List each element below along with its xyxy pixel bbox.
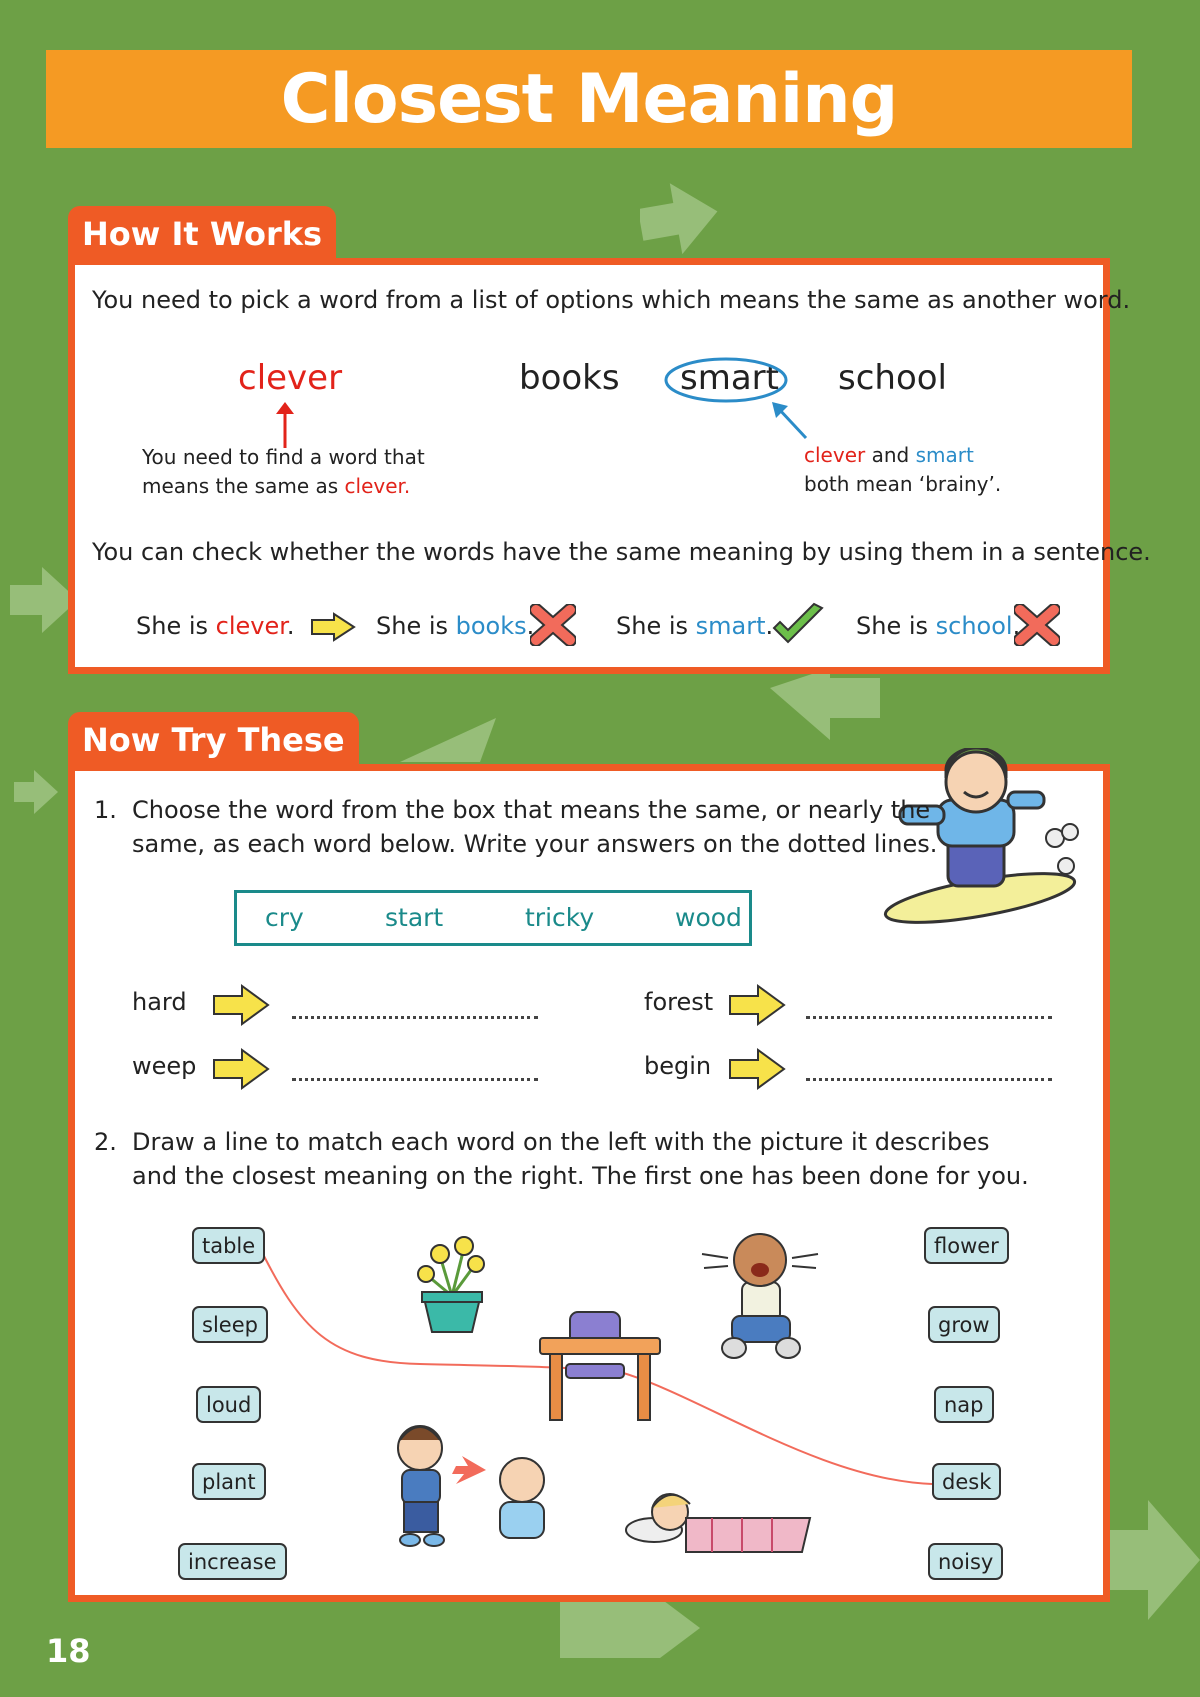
correct-tick-icon (770, 602, 826, 648)
answer-line[interactable] (292, 1078, 538, 1081)
question-2-line2: and the closest meaning on the right. The first one has been done for you. (132, 1162, 1029, 1190)
right-note-line1: clever and smart (804, 443, 974, 467)
option-word: school (838, 358, 948, 398)
left-word-chip[interactable]: loud (196, 1386, 261, 1423)
right-word-chip[interactable]: desk (932, 1463, 1001, 1500)
yellow-arrow-icon (728, 1048, 786, 1090)
option-word-correct: smart (680, 358, 779, 398)
left-note-line1: You need to find a word that (142, 445, 425, 469)
page-number: 18 (46, 1632, 91, 1670)
yellow-arrow-icon (212, 1048, 270, 1090)
prompt-word: forest (644, 988, 714, 1016)
shouting-child-picture[interactable] (700, 1224, 820, 1364)
wrong-cross-icon (1014, 604, 1060, 646)
prompt-word: begin (644, 1052, 712, 1080)
background-arrow-icon (560, 1598, 700, 1662)
word-box (234, 890, 752, 946)
left-note-line2: means the same as clever. (142, 474, 411, 498)
prompt-word: hard (132, 988, 187, 1016)
right-word-chip[interactable]: noisy (928, 1543, 1003, 1580)
background-arrow-icon (770, 668, 880, 740)
potted-flower-picture[interactable] (410, 1226, 494, 1334)
desk-picture[interactable] (538, 1308, 662, 1422)
box-word: wood (675, 903, 742, 932)
example-sentence: She is clever. (136, 612, 295, 640)
yellow-arrow-icon (212, 984, 270, 1026)
yellow-arrow-icon (728, 984, 786, 1026)
growing-child-picture[interactable] (382, 1418, 562, 1558)
option-word: books (519, 358, 620, 398)
background-arrow-icon (14, 770, 58, 814)
box-word: tricky (525, 903, 595, 932)
box-word: start (385, 903, 444, 932)
blue-pointer-arrow-icon (768, 398, 812, 442)
question-2-line1: Draw a line to match each word on the left with the picture it describes (132, 1128, 990, 1156)
intro-text: You need to pick a word from a list of options which means the same as another word. (92, 286, 1131, 314)
background-arrow-icon (400, 718, 500, 762)
question-1-line2: same, as each word below. Write your answers on the dotted lines. (132, 830, 938, 858)
left-word-chip[interactable]: sleep (192, 1306, 268, 1343)
title-banner (46, 50, 1132, 148)
question-1-line1: Choose the word from the box that means the same, or nearly the (132, 796, 931, 824)
answer-line[interactable] (292, 1016, 538, 1019)
yellow-arrow-icon (310, 612, 356, 642)
sleeping-child-picture[interactable] (622, 1478, 812, 1558)
right-word-chip[interactable]: nap (934, 1386, 994, 1423)
wrong-cross-icon (530, 604, 576, 646)
check-text: You can check whether the words have the same meaning by using them in a sentence. (92, 538, 1151, 566)
answer-line[interactable] (806, 1016, 1052, 1019)
question-2-number: 2. (94, 1128, 117, 1156)
prompt-word: weep (132, 1052, 197, 1080)
box-word: cry (265, 903, 304, 932)
example-sentence: She is smart. (616, 612, 774, 640)
left-word-chip[interactable]: increase (178, 1543, 287, 1580)
right-word-chip[interactable]: grow (928, 1306, 1000, 1343)
example-sentence: She is books. (376, 612, 535, 640)
background-arrow-icon (640, 182, 720, 254)
right-word-chip[interactable]: flower (924, 1227, 1009, 1264)
background-arrow-icon (1108, 1500, 1200, 1620)
example-sentence: She is school. (856, 612, 1021, 640)
page-title: Closest Meaning (280, 59, 898, 139)
answer-line[interactable] (806, 1078, 1052, 1081)
left-word-chip[interactable]: plant (192, 1463, 266, 1500)
question-1-number: 1. (94, 796, 117, 824)
right-note-line2: both mean ‘brainy’. (804, 472, 1002, 496)
how-it-works-tab: How It Works (68, 206, 336, 262)
left-word-chip[interactable]: table (192, 1227, 265, 1264)
target-word: clever (238, 358, 343, 398)
now-try-these-tab: Now Try These (68, 712, 359, 768)
